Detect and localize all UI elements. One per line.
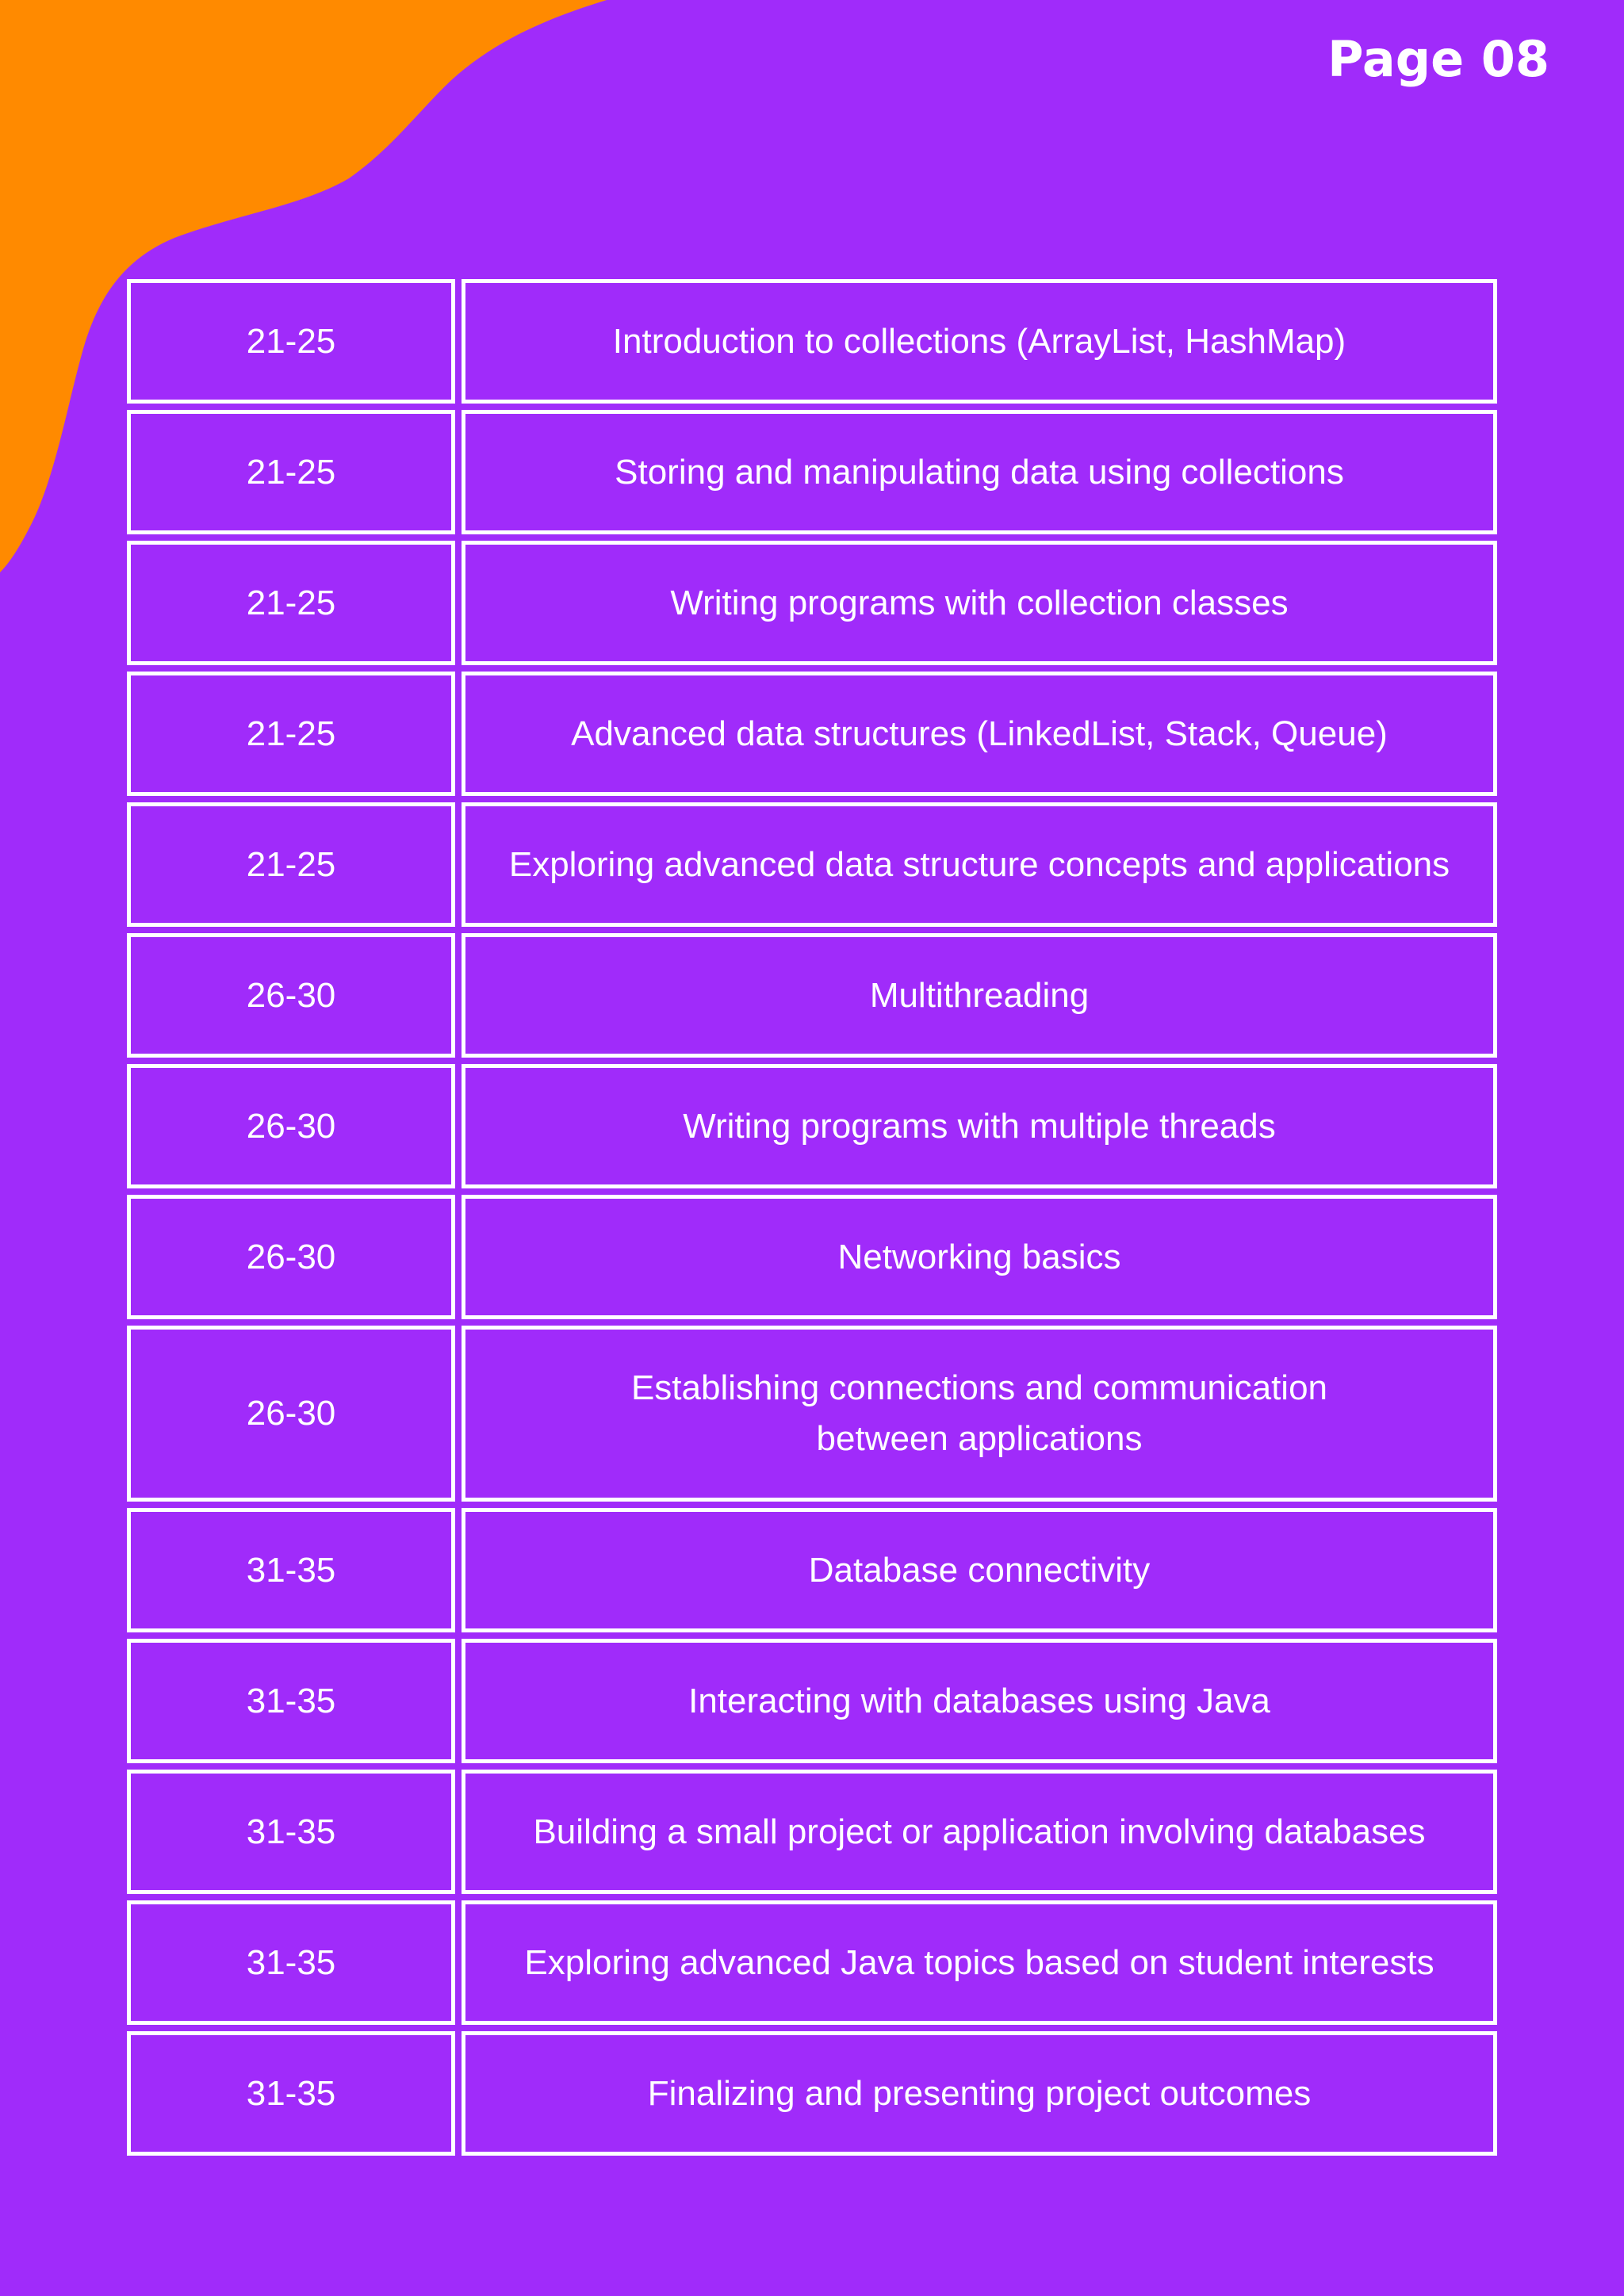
table-row — [127, 2031, 1497, 2156]
week-range-cell: 26-30 — [127, 933, 455, 1058]
week-range-cell: 21-25 — [127, 541, 455, 665]
table-row — [127, 541, 1497, 665]
page-number: Page 08 — [1327, 30, 1549, 88]
table-row — [127, 1900, 1497, 2025]
table-row — [127, 1770, 1497, 1894]
week-range-cell: 26-30 — [127, 1326, 455, 1502]
week-range-cell: 31-35 — [127, 1770, 455, 1894]
week-range-cell: 31-35 — [127, 2031, 455, 2156]
topic-cell: Interacting with databases using Java — [462, 1639, 1497, 1763]
topic-cell: Finalizing and presenting project outcomes — [462, 2031, 1497, 2156]
week-range-cell: 31-35 — [127, 1639, 455, 1763]
week-range-cell: 31-35 — [127, 1900, 455, 2025]
table-row — [127, 1639, 1497, 1763]
week-range-cell: 21-25 — [127, 410, 455, 534]
table-row — [127, 410, 1497, 534]
schedule-table — [127, 279, 1497, 2162]
topic-cell: Networking basics — [462, 1195, 1497, 1319]
table-row — [127, 672, 1497, 796]
week-range-cell: 21-25 — [127, 802, 455, 927]
table-row — [127, 1064, 1497, 1188]
topic-cell: Exploring advanced Java topics based on student interests — [462, 1900, 1497, 2025]
topic-cell: Introduction to collections (ArrayList, HashMap) — [462, 279, 1497, 404]
table-row — [127, 933, 1497, 1058]
topic-cell: Database connectivity — [462, 1508, 1497, 1632]
topic-cell: Storing and manipulating data using collections — [462, 410, 1497, 534]
table-row — [127, 1326, 1497, 1502]
topic-cell: Building a small project or application involving databases — [462, 1770, 1497, 1894]
table-row — [127, 1508, 1497, 1632]
topic-cell: Advanced data structures (LinkedList, Stack, Queue) — [462, 672, 1497, 796]
topic-cell: Exploring advanced data structure concepts and applications — [462, 802, 1497, 927]
week-range-cell: 31-35 — [127, 1508, 455, 1632]
week-range-cell: 21-25 — [127, 279, 455, 404]
topic-cell: Writing programs with multiple threads — [462, 1064, 1497, 1188]
table-row — [127, 802, 1497, 927]
week-range-cell: 21-25 — [127, 672, 455, 796]
week-range-cell: 26-30 — [127, 1064, 455, 1188]
topic-cell: Establishing connections and communication between applications — [462, 1326, 1497, 1502]
table-row — [127, 1195, 1497, 1319]
topic-cell: Writing programs with collection classes — [462, 541, 1497, 665]
week-range-cell: 26-30 — [127, 1195, 455, 1319]
table-row — [127, 279, 1497, 404]
topic-cell: Multithreading — [462, 933, 1497, 1058]
